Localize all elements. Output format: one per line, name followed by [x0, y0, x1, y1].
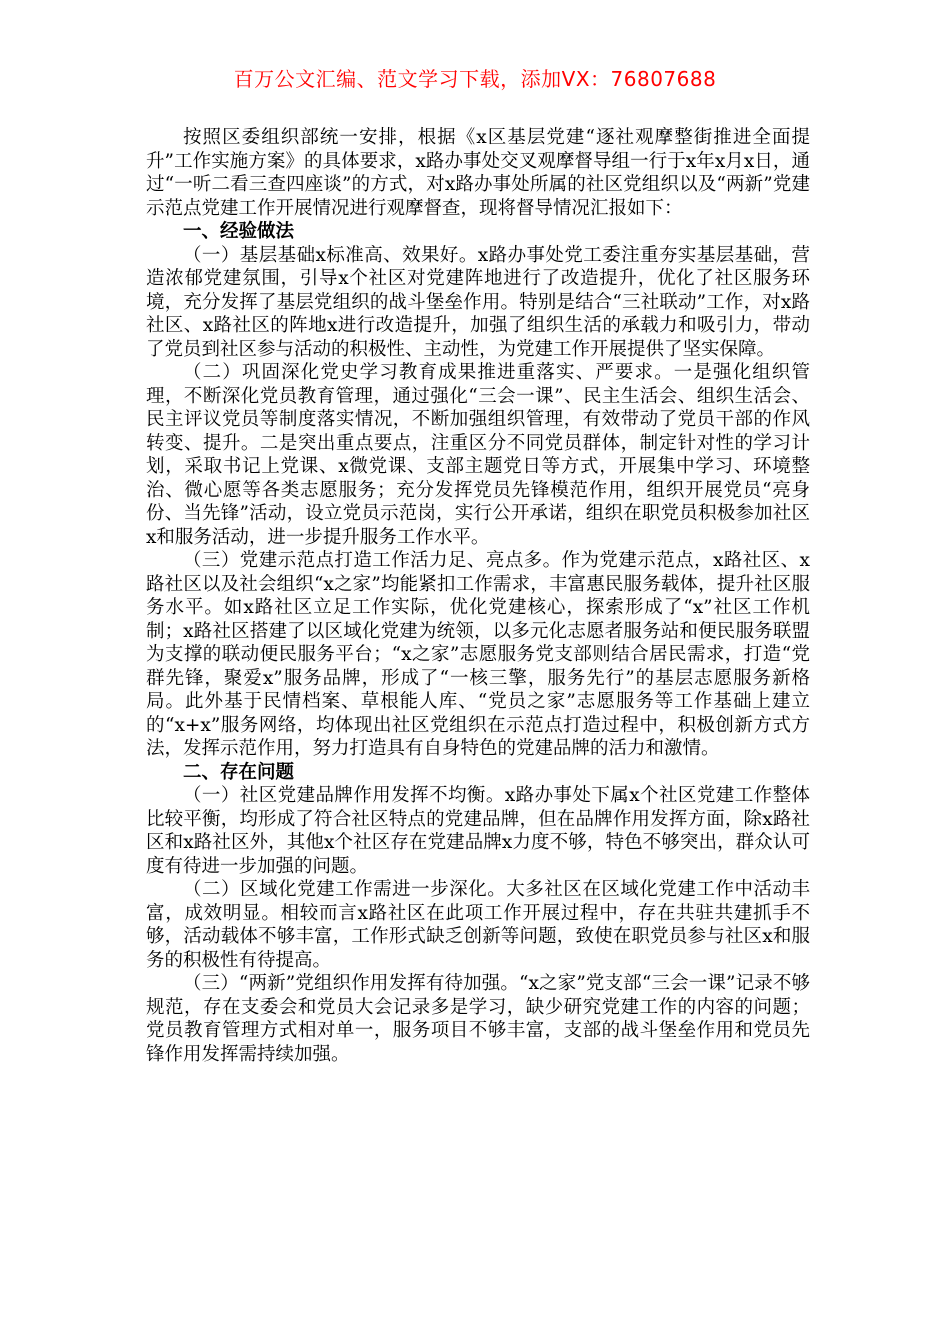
paragraph-experience-1: （一）基层基础x标准高、效果好。x路办事处党工委注重夯实基层基础，营造浓郁党建氛围，引导x个社区对党建阵地进行了改造提升，优化了社区服务环境，充分发挥了基层党组织的战斗堡垒作用。特别是结合“三社联动”工作，对x路社区、x路社区的阵地x进行改造提升，加强了组织生活的承载力和吸引力，带动了党员到社区参与活动的积极性、主动性，为党建工作开展提供了坚实保障。 [146, 244, 810, 360]
paragraph-problem-1: （一）社区党建品牌作用发挥不均衡。x路办事处下属x个社区党建工作整体比较平衡，均形成了符合社区特点的党建品牌，但在品牌作用发挥方面，除x路社区和x路社区外，其他x个社区存在党建品牌x力度不够，特色不够突出，群众认可度有待进一步加强的问题。 [146, 785, 810, 877]
paragraph-problem-3: （三）“两新”党组织作用发挥有待加强。“x之家”党支部“三会一课”记录不够规范，存在支委会和党员大会记录多是学习，缺少研究党建工作的内容的问题；党员教育管理方式相对单一，服务项目不够丰富，支部的战斗堡垒作用和党员先锋作用发挥需持续加强。 [146, 973, 810, 1065]
document-body [146, 126, 810, 1066]
promo-header-text: 百万公文汇编、范文学习下载，添加VX：76807688 [233, 67, 717, 91]
paragraph-experience-2: （二）巩固深化党史学习教育成果推进重落实、严要求。一是强化组织管理，不断深化党员教育管理，通过强化“三会一课”、民主生活会、组织生活会、民主评议党员等制度落实情况，不断加强组织管理，有效带动了党员干部的作风转变、提升。二是突出重点要点，注重区分不同党员群体，制定针对性的学习计划，采取书记上党课、x微党课、支部主题党日等方式，开展集中学习、环境整治、微心愿等各类志愿服务；充分发挥党员先锋模范作用，组织开展党员“亮身份、当先锋”活动，设立党员示范岗，实行公开承诺，组织在职党员积极参加社区x和服务活动，进一步提升服务工作水平。 [146, 362, 810, 548]
section-heading-problems: 二、存在问题 [183, 761, 295, 783]
paragraph-experience-3: （三）党建示范点打造工作活力足、亮点多。作为党建示范点，x路社区、x路社区以及社会组织“x之家”均能紧扣工作需求，丰富惠民服务载体，提升社区服务水平。如x路社区立足工作实际，优化党建核心，探索形成了“x”社区工作机制；x路社区搭建了以区域化党建为统领，以多元化志愿者服务站和便民服务联盟为支撑的联动便民服务平台；“x之家”志愿服务党支部则结合居民需求，打造“党群先锋，聚爱x”服务品牌，形成了“一核三擎，服务先行”的基层志愿服务新格局。此外基于民情档案、草根能人库、“党员之家”志愿服务等工作基础上建立的“x+x”服务网络，均体现出社区党组织在示范点打造过程中，积极创新方式方法，发挥示范作用，努力打造具有自身特色的党建品牌的活力和激情。 [146, 550, 810, 759]
paragraph-intro: 按照区委组织部统一安排，根据《x区基层党建“逐社观摩整街推进全面提升”工作实施方案》的具体要求，x路办事处交叉观摩督导组一行于x年x月x日，通过“一听二看三查四座谈”的方式，对x路办事处所属的社区党组织以及“两新”党建示范点党建工作开展情况进行观摩督查，现将督导情况汇报如下： [146, 127, 810, 219]
paragraph-problem-2: （二）区域化党建工作需进一步深化。大多社区在区域化党建工作中活动丰富，成效明显。相较而言x路社区在此项工作开展过程中，存在共驻共建抓手不够，活动载体不够丰富，工作形式缺乏创新等问题，致使在职党员参与社区x和服务的积极性有待提高。 [146, 879, 810, 971]
section-heading-experience: 一、经验做法 [183, 221, 295, 242]
